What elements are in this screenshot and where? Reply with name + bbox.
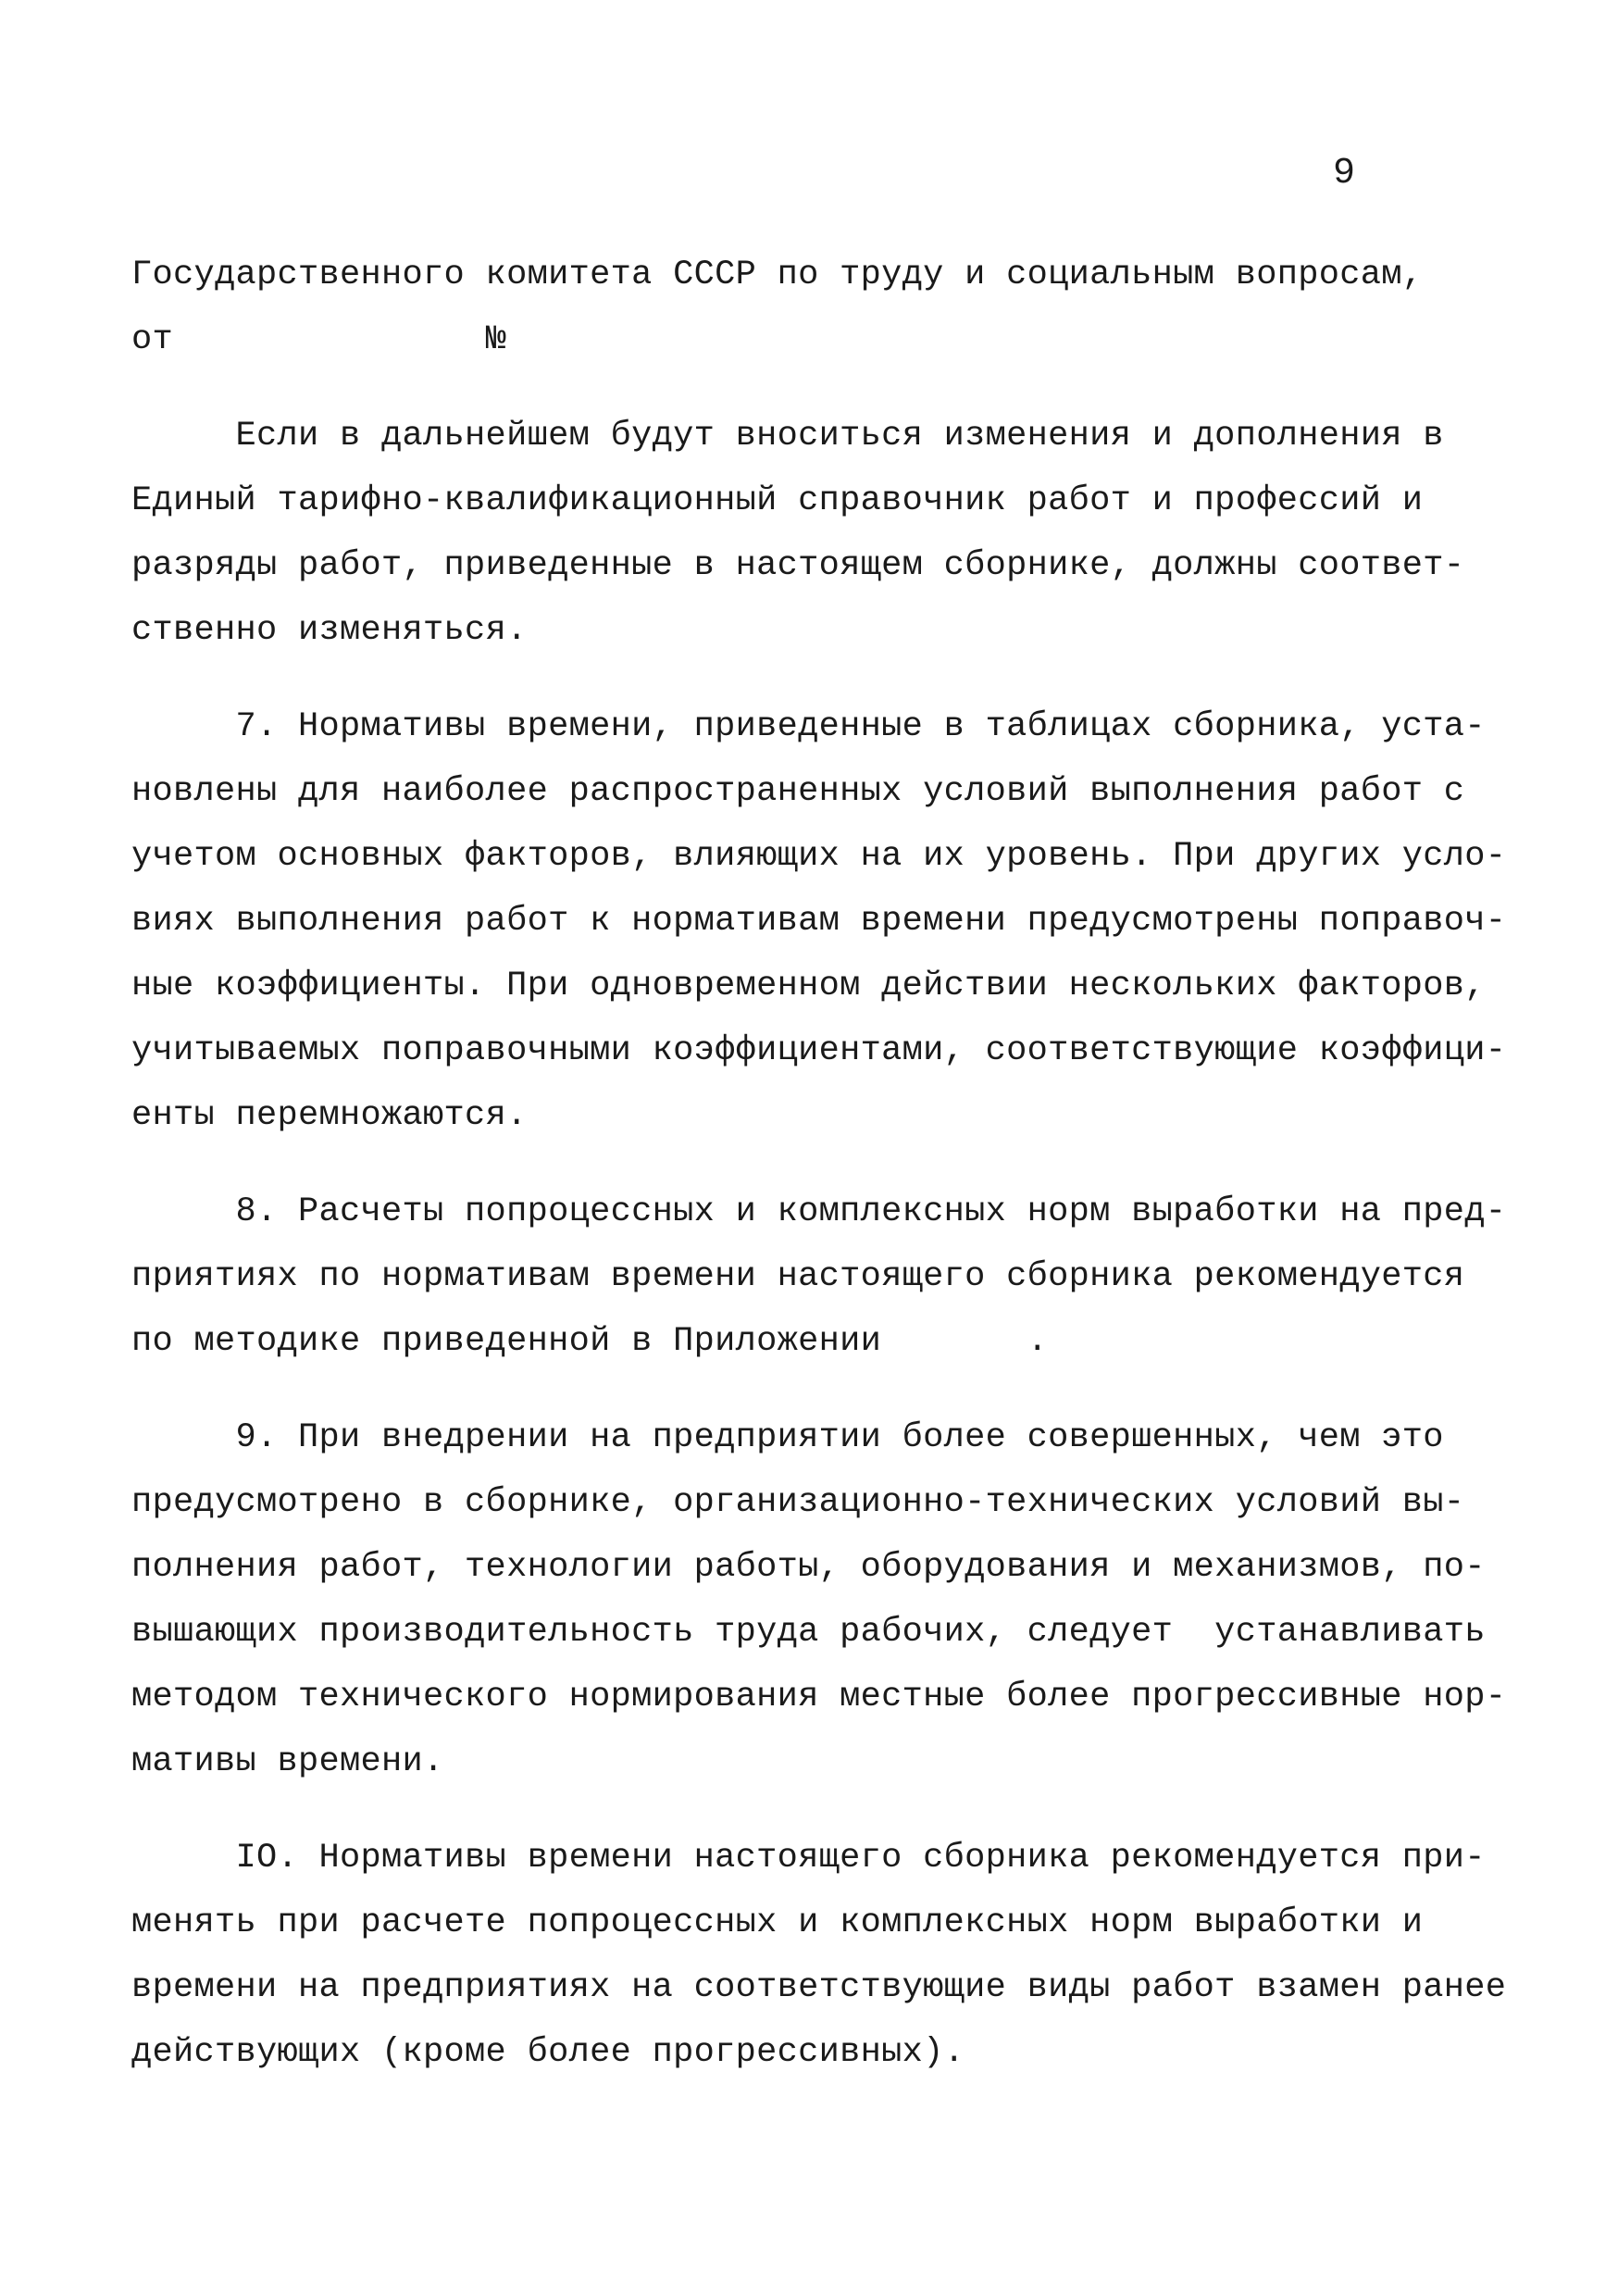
text-line: предусмотрено в сборнике, организационно-технических условий вы-: [131, 1483, 1465, 1522]
page-number: 9: [1333, 153, 1356, 194]
text-line: разряды работ, приведенные в настоящем сборнике, должны соответ-: [131, 546, 1465, 585]
paragraph-gap: [131, 1794, 1501, 1826]
text-line: полнения работ, технологии работы, оборудования и механизмов, по-: [131, 1548, 1486, 1587]
text-line: Государственного комитета СССР по труду и социальным вопросам,: [131, 256, 1424, 294]
text-line: 7. Нормативы времени, приведенные в таблицах сборника, уста-: [131, 707, 1486, 746]
text-line: IO. Нормативы времени настоящего сборника рекомендуется при-: [131, 1839, 1486, 1878]
text-line: енты перемножаются.: [131, 1096, 528, 1135]
text-line: 9. При внедрении на предприятии более совершенных, чем это: [131, 1418, 1444, 1457]
paragraph-gap: [131, 372, 1501, 404]
text-line: виях выполнения работ к нормативам времени предусмотрены поправоч-: [131, 902, 1507, 941]
text-line: мативы времени.: [131, 1742, 444, 1781]
text-line: приятиях по нормативам времени настоящего сборника рекомендуется: [131, 1257, 1465, 1296]
text-line: действующих (кроме более прогрессивных).: [131, 2033, 965, 2072]
paragraph-gap: [131, 1148, 1501, 1179]
text-line: ственно изменяться.: [131, 611, 528, 650]
text-line: ные коэффициенты. При одновременном действии нескольких факторов,: [131, 967, 1486, 1005]
text-line: 8. Расчеты попроцессных и комплексных норм выработки на пред-: [131, 1192, 1507, 1231]
text-line: от №: [131, 320, 507, 359]
paragraph-gap: [131, 663, 1501, 694]
text-line: новлены для наиболее распространенных условий выполнения работ с: [131, 772, 1465, 811]
body-text: [131, 243, 1507, 2085]
paragraph-gap: [131, 1374, 1501, 1405]
text-line: времени на предприятиях на соответствующие виды работ взамен ранее: [131, 1968, 1507, 2007]
text-line: Если в дальнейшем будут вноситься изменения и дополнения в: [131, 417, 1444, 455]
text-line: учитываемых поправочными коэффициентами, соответствующие коэффици-: [131, 1031, 1507, 1070]
text-line: по методике приведенной в Приложении .: [131, 1322, 1049, 1361]
text-line: Единый тарифно-квалификационный справочник работ и профессий и: [131, 481, 1424, 520]
text-line: менять при расчете попроцессных и комплексных норм выработки и: [131, 1903, 1424, 1942]
text-line: учетом основных факторов, влияющих на их уровень. При других усло-: [131, 837, 1507, 876]
text-line: методом технического нормирования местные более прогрессивные нор-: [131, 1678, 1507, 1716]
text-line: вышающих производительность труда рабочих, следует устанавливать: [131, 1613, 1486, 1652]
